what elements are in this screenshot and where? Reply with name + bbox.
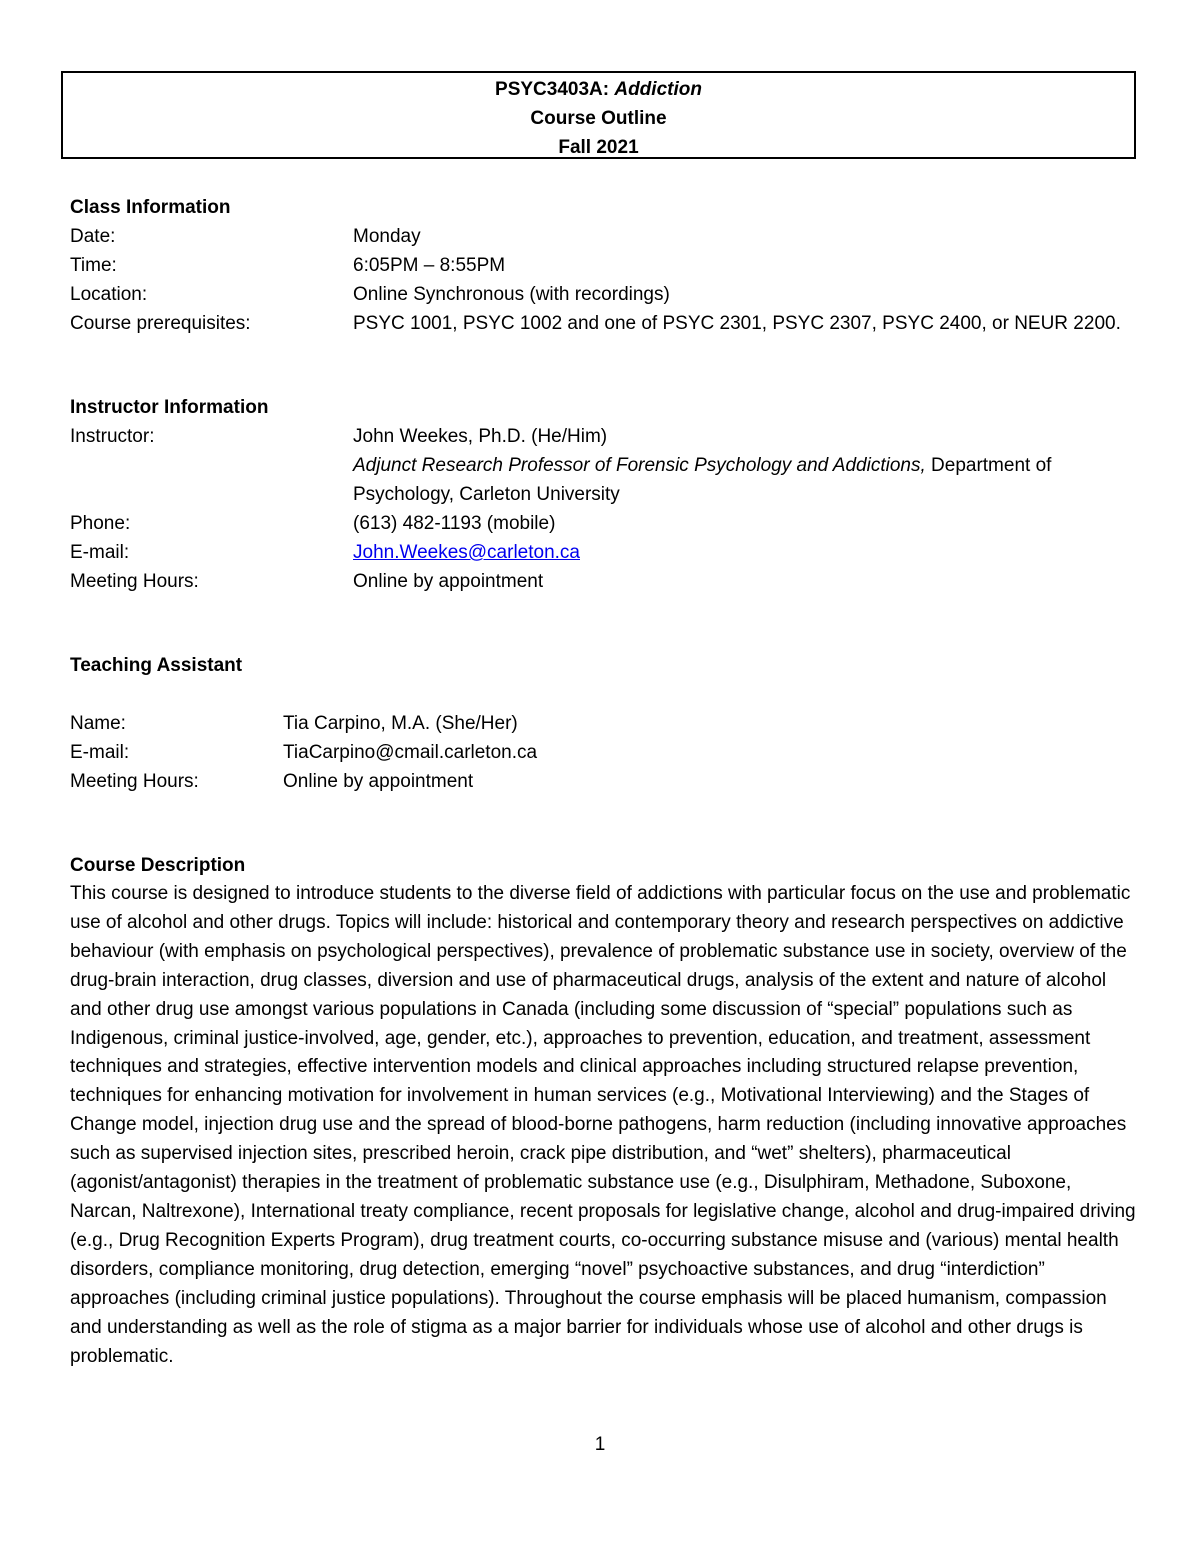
class-info-section — [70, 193, 1153, 338]
hours-value: Online by appointment — [353, 571, 544, 592]
instructor-department: Department of Psychology, Carleton University — [353, 455, 1052, 505]
course-description-section — [70, 851, 1140, 1371]
course-description-body: This course is designed to introduce students to the diverse field of addictions with particular focus on the use and problematic use of alcohol and other drugs. Topics will include: historical and contemporary theory and research perspectives on addictive behaviour (with emphasis on psychological perspectives), prevalence of problematic substance use in society, overview of the drug-brain interaction, drug classes, diversion and use of pharmaceutical drugs, analysis of the extent and nature of alcohol and other drug use amongst various populations in Canada (including some discussion of “special” populations such as Indigenous, criminal justice-involved, age, gender, etc.), approaches to prevention, education, and treatment, assessment techniques and strategies, effective intervention models and clinical approaches including structured relapse prevention, techniques for enhancing motivation for involvement in human services (e.g., Motivational Interviewing) and the Stages of Change model, injection drug use and the spread of blood-borne pathogens, harm reduction (including innovative approaches such as supervised injection sites, prescribed heroin, crack pipe distribution, and “wet” shelters), pharmaceutical (agonist/antagonist) therapies in the treatment of problematic substance use (e.g., Disulphiram, Methadone, Suboxone, Narcan, Naltrexone), International treaty compliance, recent proposals for legislative change, alcohol and drug-impaired driving (e.g., Drug Recognition Experts Program), drug treatment courts, co-occurring substance misuse and (various) mental health disorders, compliance monitoring, drug detection, emerging “novel” psychoactive substances, and drug “interdiction” approaches (including criminal justice populations). Throughout the course emphasis will be placed humanism, compassion and understanding as well as the role of stigma as a major barrier for individuals whose use of alcohol and other drugs is problematic. — [70, 883, 1136, 1367]
time-row — [70, 251, 1153, 280]
instructor-block — [353, 422, 1153, 509]
course-title — [63, 75, 1134, 104]
phone-row — [70, 509, 1153, 538]
instructor-name: John Weekes, Ph.D. (He/Him) — [353, 426, 608, 447]
hours-row — [70, 567, 1153, 596]
ta-hours-label: Meeting Hours: — [70, 771, 199, 792]
ta-email-label: E-mail: — [70, 742, 130, 763]
phone-value: (613) 482-1193 (mobile) — [353, 513, 556, 534]
instructor-email-link[interactable]: John.Weekes@carleton.ca — [353, 542, 580, 563]
phone-label: Phone: — [70, 513, 131, 534]
email-label: E-mail: — [70, 542, 130, 563]
course-description-heading: Course Description — [70, 855, 246, 876]
ta-section — [70, 651, 537, 796]
course-subtitle: Course Outline — [530, 108, 667, 129]
date-label: Date: — [70, 226, 116, 247]
date-value: Monday — [353, 226, 421, 247]
class-info-heading: Class Information — [70, 197, 231, 218]
ta-name-label: Name: — [70, 713, 126, 734]
ta-email-row — [70, 738, 537, 767]
course-name: Addiction — [614, 79, 702, 100]
course-code: PSYC3403A: — [495, 79, 610, 100]
instructor-label: Instructor: — [70, 426, 155, 447]
time-label: Time: — [70, 255, 117, 276]
instructor-row — [70, 422, 1153, 509]
ta-email-value: TiaCarpino@cmail.carleton.ca — [283, 742, 538, 763]
course-term: Fall 2021 — [558, 137, 639, 158]
prereq-row — [70, 309, 1153, 338]
ta-name-value: Tia Carpino, M.A. (She/Her) — [283, 713, 518, 734]
ta-name-row — [70, 709, 537, 738]
ta-heading: Teaching Assistant — [70, 655, 243, 676]
page-number: 1 — [594, 1434, 606, 1455]
instructor-info-heading: Instructor Information — [70, 397, 269, 418]
instructor-info-section — [70, 393, 1153, 596]
prereq-label: Course prerequisites: — [70, 313, 251, 334]
hours-label: Meeting Hours: — [70, 571, 199, 592]
ta-hours-value: Online by appointment — [283, 771, 474, 792]
location-label: Location: — [70, 284, 148, 305]
prereq-value: PSYC 1001, PSYC 1002 and one of PSYC 2301, PSYC 2307, PSYC 2400, or NEUR 2200. — [353, 313, 1121, 334]
instructor-title: Adjunct Research Professor of Forensic Psychology and Addictions, — [353, 455, 926, 476]
location-value: Online Synchronous (with recordings) — [353, 284, 670, 305]
location-row — [70, 280, 1153, 309]
ta-hours-row — [70, 767, 537, 796]
title-box — [61, 71, 1136, 159]
email-row — [70, 538, 1153, 567]
time-value: 6:05PM – 8:55PM — [353, 255, 506, 276]
date-row — [70, 222, 1153, 251]
